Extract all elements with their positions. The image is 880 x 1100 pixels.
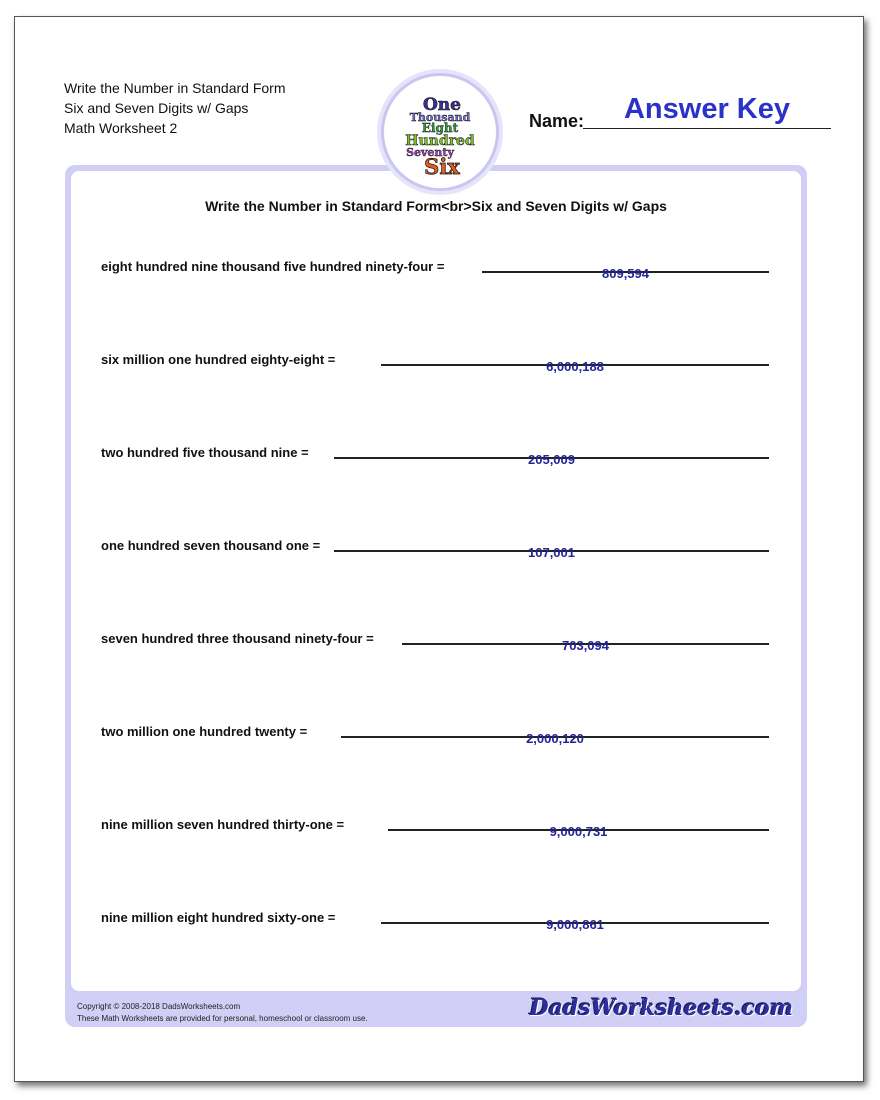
answer-line <box>402 638 769 653</box>
problem-question: nine million seven hundred thirty-one = <box>101 817 345 832</box>
problem-answer: 107,001 <box>528 545 575 560</box>
answer-line <box>341 731 769 746</box>
problem-row <box>101 352 769 382</box>
logo-word-one: One <box>423 95 461 115</box>
problem-answer: 205,009 <box>528 452 575 467</box>
number-words-logo <box>381 73 499 191</box>
copyright-text: Copyright © 2008-2018 DadsWorksheets.com <box>77 1002 241 1011</box>
answer-line <box>381 917 769 932</box>
logo-word-thousand: Thousand <box>409 111 471 124</box>
problem-answer: 9,000,861 <box>546 917 604 932</box>
problem-question: seven hundred three thousand ninety-four = <box>101 631 374 646</box>
problem-question: six million one hundred eighty-eight = <box>101 352 336 367</box>
problem-row <box>101 538 769 568</box>
problem-question: eight hundred nine thousand five hundred ninety-four = <box>101 259 445 274</box>
problem-answer: 809,594 <box>602 266 649 281</box>
problem-question: nine million eight hundred sixty-one = <box>101 910 336 925</box>
problem-question: two hundred five thousand nine = <box>101 445 309 460</box>
worksheet-title: Write the Number in Standard Form<br>Six and Seven Digits w/ Gaps <box>205 198 667 214</box>
problem-answer: 9,000,731 <box>549 824 608 839</box>
problem-answer: 6,000,188 <box>546 359 604 374</box>
logo-word-seventy: Seventy <box>406 146 454 159</box>
logo-word-six: Six <box>424 154 460 179</box>
worksheet-body <box>71 171 801 991</box>
answer-line <box>334 452 769 467</box>
answer-line <box>381 359 769 374</box>
problem-row <box>101 817 769 847</box>
answer-line <box>388 824 769 839</box>
header-line-2: Six and Seven Digits w/ Gaps <box>64 100 249 116</box>
worksheet-page <box>14 16 864 1082</box>
problem-row <box>101 631 769 661</box>
name-label: Name: <box>529 111 585 131</box>
problem-answer: 2,000,120 <box>526 731 584 746</box>
name-line <box>583 127 831 129</box>
logo-word-eight: Eight <box>421 121 459 135</box>
problem-question: two million one hundred twenty = <box>101 724 308 739</box>
answer-key-heading: Answer Key <box>623 93 790 125</box>
footer-text <box>77 1001 368 1025</box>
problem-row <box>101 910 769 940</box>
problem-row <box>101 724 769 754</box>
header-text <box>64 78 286 138</box>
answer-line <box>482 266 769 281</box>
problem-row <box>101 445 769 475</box>
dadsworksheets-logo: DadsWorksheets.com <box>529 995 793 1021</box>
worksheet-frame <box>65 165 807 1027</box>
answer-line <box>334 545 769 560</box>
problem-row <box>101 259 769 289</box>
problem-question: one hundred seven thousand one = <box>101 538 321 553</box>
header-line-3: Math Worksheet 2 <box>64 120 178 136</box>
logo-word-hundred: Hundred <box>405 133 475 149</box>
header-line-1: Write the Number in Standard Form <box>64 80 286 96</box>
usage-text: These Math Worksheets are provided for personal, homeschool or classroom use. <box>77 1014 368 1023</box>
problem-answer: 703,094 <box>562 638 609 653</box>
